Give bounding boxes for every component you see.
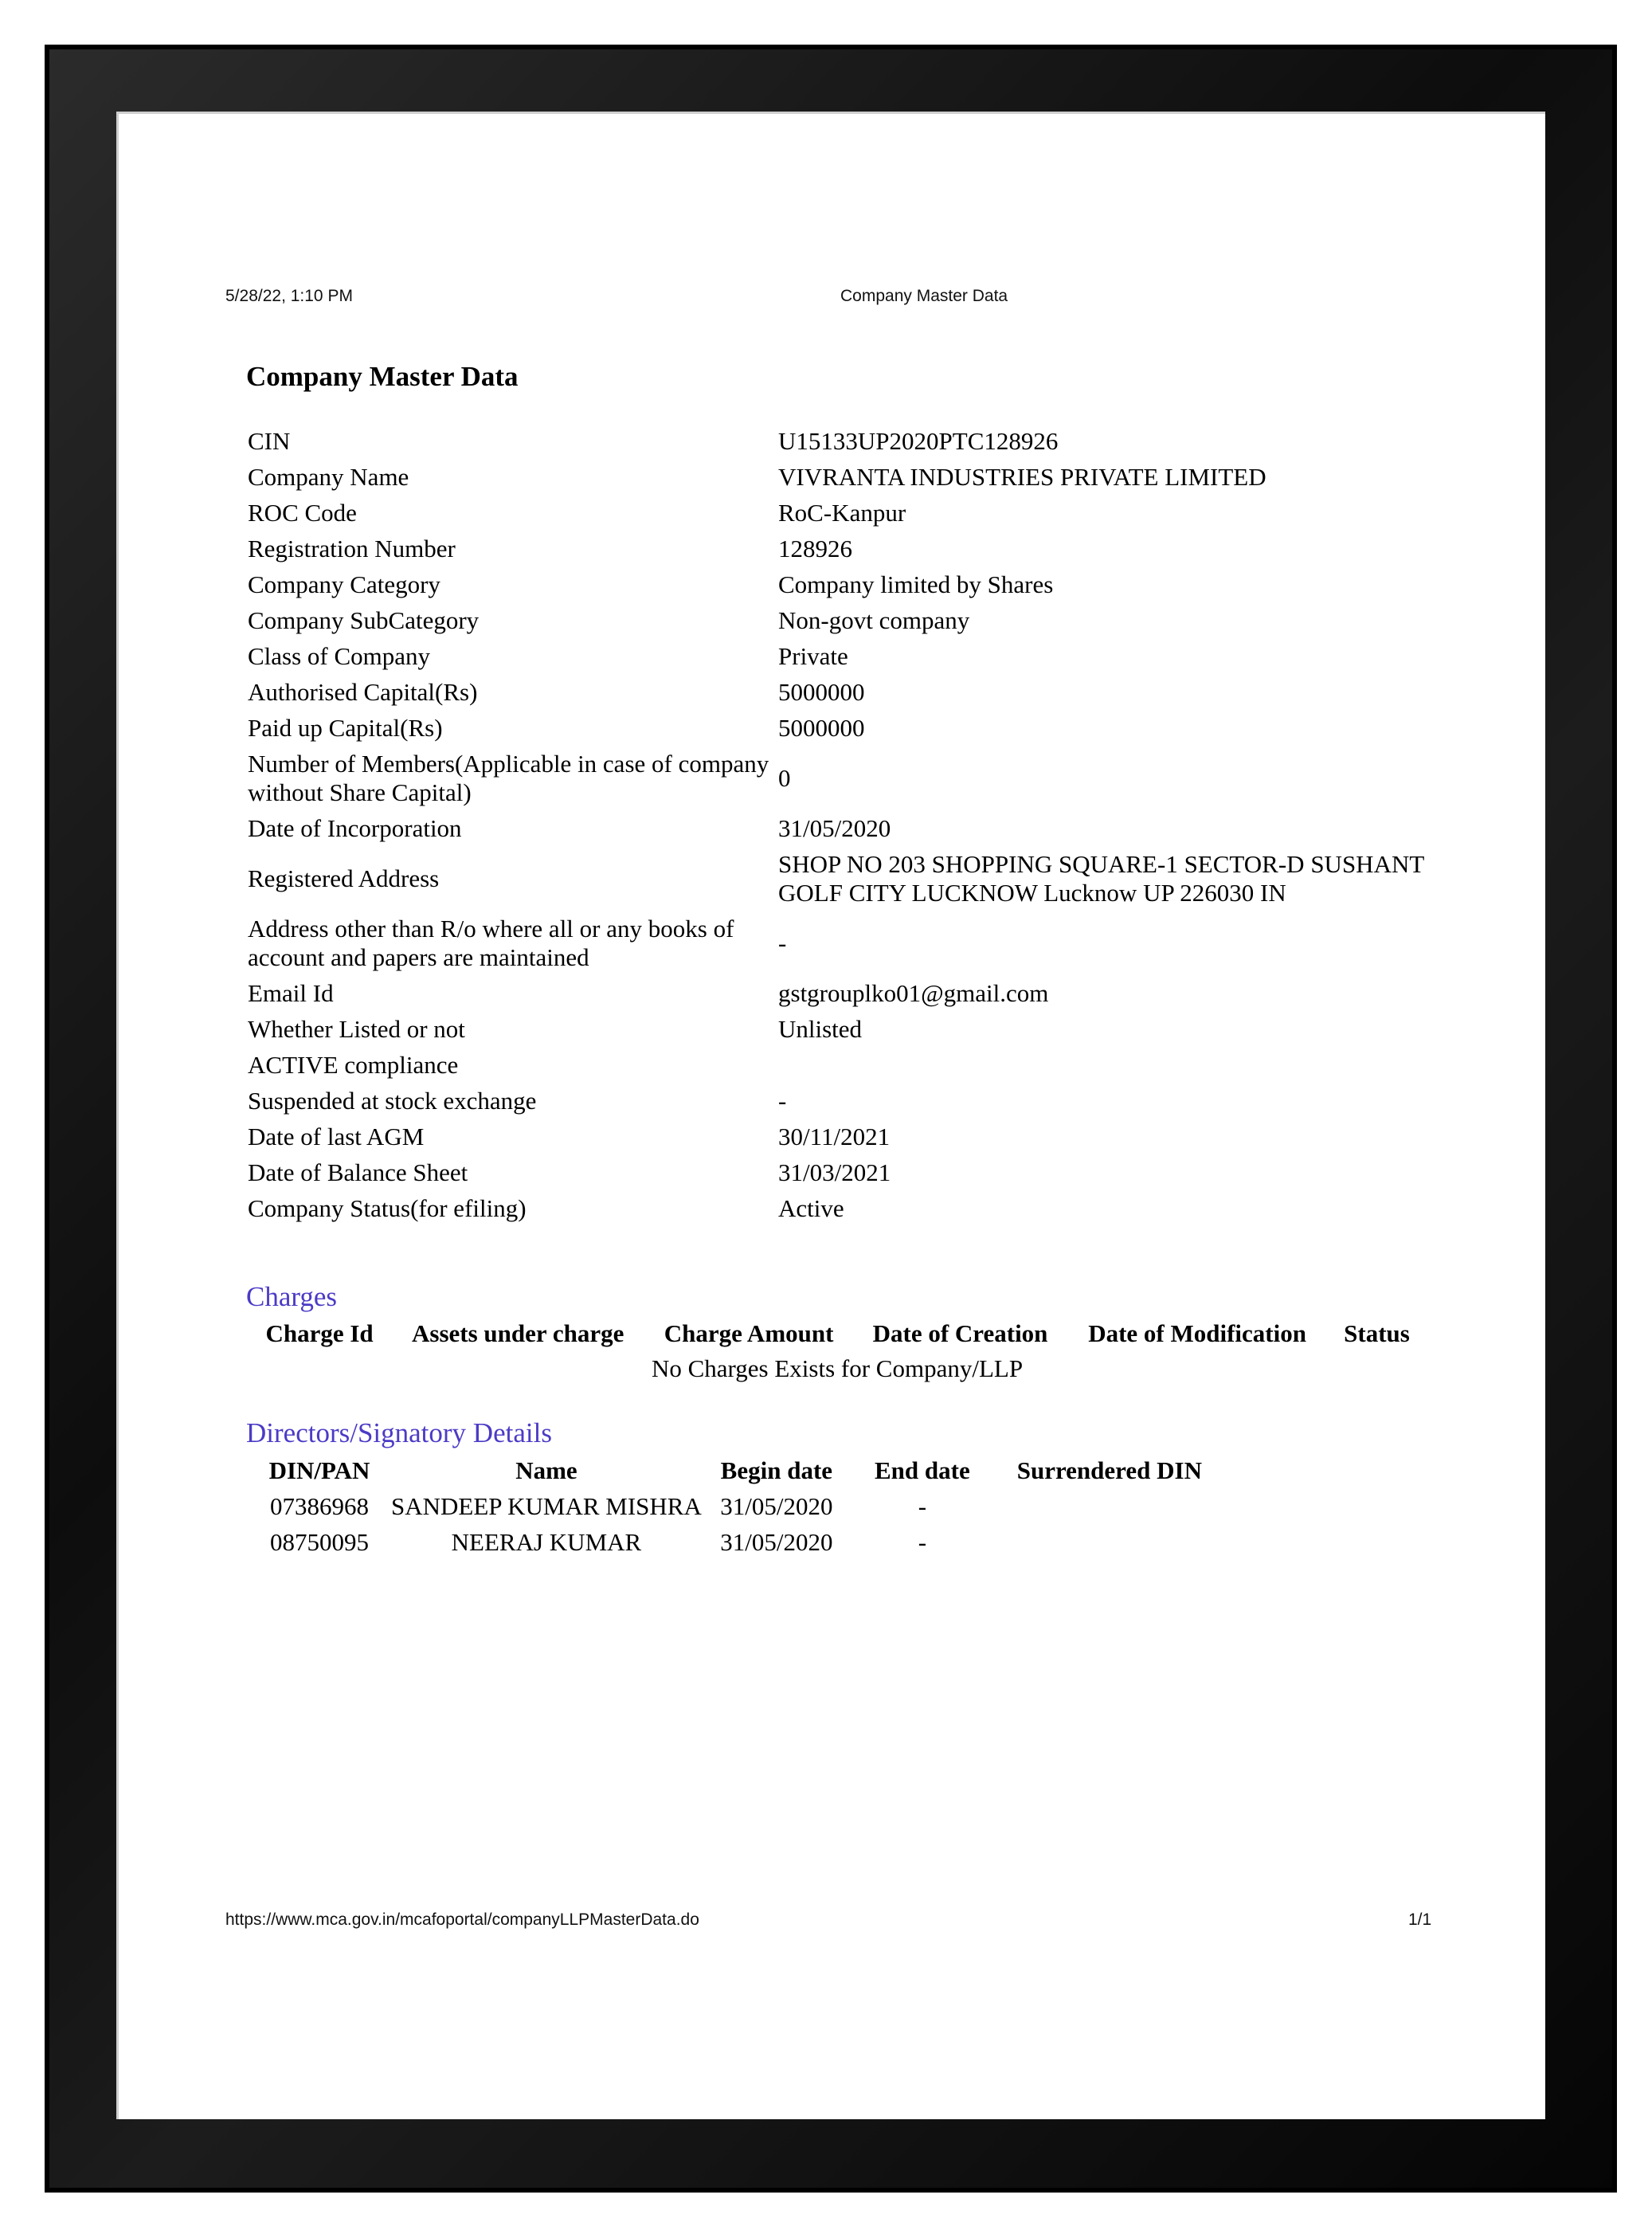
detail-row [248,460,1443,496]
detail-row [248,639,1443,675]
detail-label: Company Name [248,463,409,491]
detail-value: - [778,929,787,957]
detail-value: 0 [778,764,791,792]
director-cell: SANDEEP KUMAR MISHRA [391,1492,702,1520]
charges-column-header: Date of Modification [1088,1319,1306,1347]
detail-row [248,1119,1443,1155]
detail-value: VIVRANTA INDUSTRIES PRIVATE LIMITED [778,463,1266,491]
detail-value: SHOP NO 203 SHOPPING SQUARE-1 SECTOR-D SUSHANT GOLF CITY LUCKNOW Lucknow UP 226030 IN [778,850,1424,907]
detail-label: Authorised Capital(Rs) [248,678,478,706]
detail-label: CIN [248,427,291,455]
detail-label: Whether Listed or not [248,1015,465,1043]
charges-table [248,1316,1427,1386]
detail-row [248,976,1443,1012]
director-cell: - [918,1528,927,1556]
detail-row [248,496,1443,531]
charges-empty-message: No Charges Exists for Company/LLP [651,1354,1024,1382]
directors-heading: Directors/Signatory Details [246,1417,552,1448]
director-row [248,1525,1226,1561]
directors-column-header: Surrendered DIN [1016,1456,1202,1484]
detail-row [248,1048,1443,1084]
detail-label: Date of last AGM [248,1123,425,1150]
detail-row [248,1012,1443,1048]
detail-value: 5000000 [778,714,865,742]
detail-value: 30/11/2021 [778,1123,891,1150]
detail-row [248,567,1443,603]
detail-row [248,1155,1443,1191]
page-title: Company Master Data [246,361,519,392]
detail-value: Company limited by Shares [778,570,1054,598]
detail-label: Number of Members(Applicable in case of company without Share Capital) [248,750,769,806]
detail-row [248,424,1443,460]
detail-row [248,675,1443,711]
detail-value [778,1048,1443,1084]
detail-value: 31/03/2021 [778,1158,891,1186]
directors-table [248,1453,1226,1561]
detail-row [248,1084,1443,1119]
detail-label: Company Category [248,570,440,598]
detail-value: 5000000 [778,678,865,706]
detail-label: Paid up Capital(Rs) [248,714,443,742]
director-cell: 31/05/2020 [720,1492,833,1520]
detail-value: 31/05/2020 [778,814,891,842]
detail-row [248,747,1443,811]
detail-label: Address other than R/o where all or any books of account and papers are maintained [248,915,734,971]
directors-column-header: Begin date [720,1456,833,1484]
detail-value: RoC-Kanpur [778,499,906,527]
detail-row [248,711,1443,747]
director-cell [993,1489,1226,1525]
directors-column-header: Name [515,1456,577,1484]
detail-label: ACTIVE compliance [248,1051,459,1079]
director-cell: 08750095 [270,1528,369,1556]
detail-value: - [778,1087,787,1115]
detail-row [248,531,1443,567]
charges-column-header: Charge Id [265,1319,374,1347]
detail-label: Registration Number [248,535,456,562]
detail-value: Private [778,642,848,670]
directors-column-header: DIN/PAN [268,1456,370,1484]
charges-heading: Charges [246,1281,338,1312]
print-timestamp: 5/28/22, 1:10 PM [225,287,353,305]
detail-label: Class of Company [248,642,431,670]
detail-row [248,911,1443,976]
detail-row [248,811,1443,847]
detail-label: Date of Balance Sheet [248,1158,468,1186]
detail-label: ROC Code [248,499,357,527]
company-details-table [248,424,1443,1227]
detail-label: Date of Incorporation [248,814,462,842]
charges-column-header: Assets under charge [412,1319,624,1347]
detail-label: Email Id [248,979,334,1007]
charges-column-header: Charge Amount [664,1319,834,1347]
charges-column-header: Date of Creation [872,1319,1048,1347]
detail-row [248,1191,1443,1227]
detail-value: Unlisted [778,1015,863,1043]
print-page-title: Company Master Data [840,287,1008,305]
director-cell: NEERAJ KUMAR [451,1528,642,1556]
director-cell: 31/05/2020 [720,1528,833,1556]
charges-column-header: Status [1344,1319,1410,1347]
directors-column-header: End date [874,1456,970,1484]
detail-label: Company SubCategory [248,606,480,634]
director-cell: 07386968 [270,1492,369,1520]
detail-value: Active [778,1194,844,1222]
detail-label: Suspended at stock exchange [248,1087,537,1115]
detail-value: gstgrouplko01@gmail.com [778,979,1049,1007]
director-cell [993,1525,1226,1561]
detail-label: Registered Address [248,864,440,892]
detail-value: U15133UP2020PTC128926 [778,427,1059,455]
print-page-number: 1/1 [1408,1911,1432,1929]
detail-row [248,847,1443,911]
detail-label: Company Status(for efiling) [248,1194,527,1222]
detail-row [248,603,1443,639]
detail-value: Non-govt company [778,606,970,634]
print-footer-url: https://www.mca.gov.in/mcafoportal/companyLLPMasterData.do [225,1911,699,1929]
director-cell: - [918,1492,927,1520]
detail-value: 128926 [778,535,852,562]
director-row [248,1489,1226,1525]
